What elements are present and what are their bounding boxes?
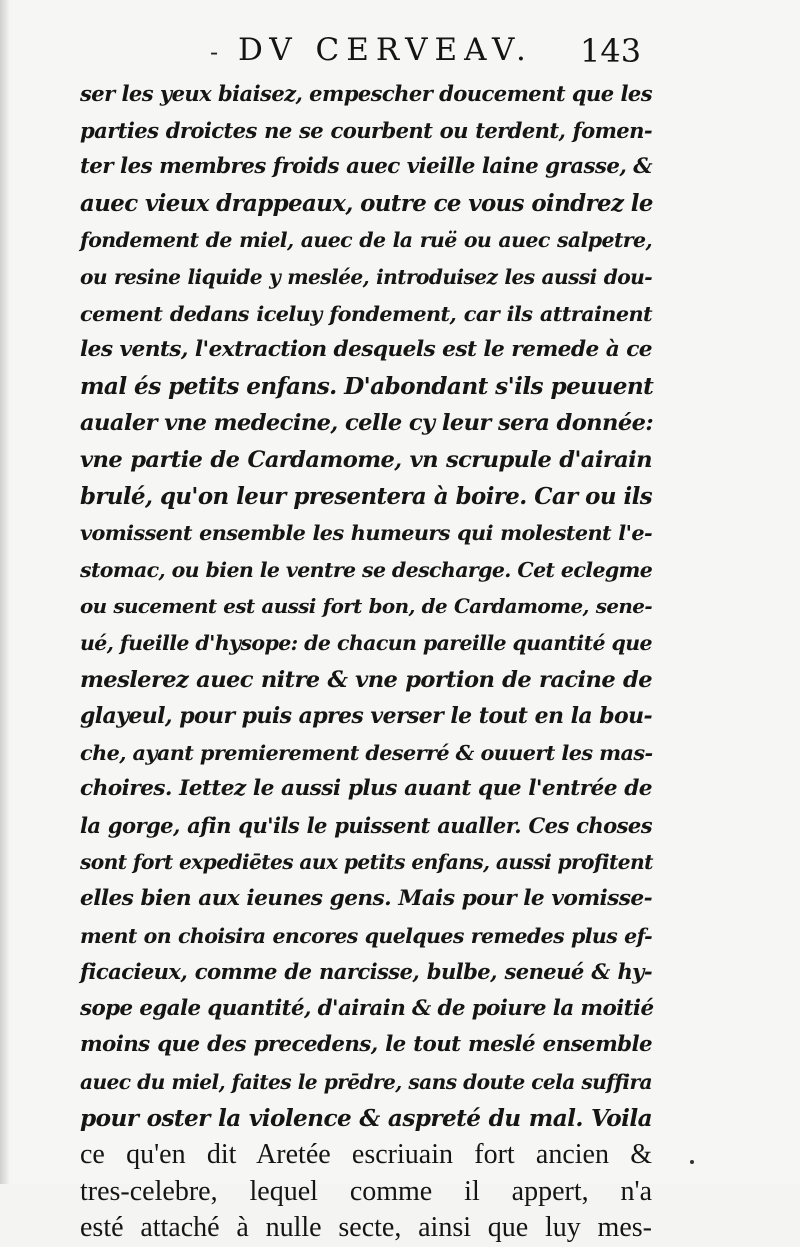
text-line: fondement de miel, auec de la ruë ou auec salpetre, (80, 228, 652, 253)
text-line: ficacieux, comme de narcisse, bulbe, seneué & hy- (80, 959, 652, 985)
running-head-dash: - (210, 38, 219, 66)
text-line: choires. Iettez le aussi plus auant que l'entrée de (80, 776, 652, 802)
text-line: auec vieux drappeaux, outre ce vous oindrez le (80, 189, 653, 217)
text-line: sont fort expediētes aux petits enfans, aussi profitent (80, 850, 653, 875)
text-line: stomac, ou bien le ventre se descharge. Cet eclegme (80, 557, 653, 582)
text-line: ué, fueille d'hysope: de chacun pareille quantité que (80, 630, 652, 655)
text-line: sope egale quantité, d'airain & de poiure la moitié (80, 995, 654, 1021)
text-line: ou sucement est aussi fort bon, de Cardamome, sene- (80, 594, 652, 619)
text-line: moins que des precedens, le tout meslé ensemble (80, 1032, 652, 1058)
text-line: meslerez auec nitre & vne portion de racine de (80, 666, 652, 693)
text-line: ser les yeux biaisez, empescher doucement que les (80, 81, 652, 106)
text-line: ment on choisira encores quelques remedes plus ef- (80, 923, 652, 948)
text-line: esté attaché à nulle secte, ainsi que luy mes- (80, 1212, 652, 1244)
body-text (80, 76, 652, 1247)
text-line: parties droictes ne se courbent ou terdent, fomen- (80, 117, 652, 143)
text-line: mal és petits enfans. D'abondant s'ils peuuent (80, 372, 654, 400)
text-line: ou resine liquide y meslée, introduisez les aussi dou- (80, 264, 652, 289)
text-line: la gorge, afin qu'ils le puissent aualler. Ces choses (80, 812, 652, 838)
text-line: cement dedans iceluy fondement, car ils attrainent (80, 300, 652, 326)
text-line: auec du miel, faites le prēdre, sans doute cela suffira (80, 1070, 652, 1095)
text-line: pour oster la violence & aspreté du mal. Voila (80, 1104, 652, 1132)
text-line: glayeul, pour puis apres verser le tout en la bou- (80, 703, 652, 730)
text-line: brulé, qu'on leur presentera à boire. Car ou ils (80, 482, 652, 510)
text-line: vne partie de Cardamome, vn scrupule d'airain (80, 446, 652, 473)
text-line: che, ayant premierement deserré & ouuert les mas- (80, 739, 653, 765)
text-line: tres-celebre, lequel comme il appert, n'a (80, 1175, 652, 1207)
text-line: aualer vne medecine, celle cy leur sera donnée: (80, 410, 654, 437)
running-head (0, 32, 800, 76)
text-line: ter les membres froids auec vieille laine grasse, & (80, 154, 652, 180)
page-number: 143 (580, 32, 642, 70)
ink-speck (690, 1160, 694, 1164)
text-line: elles bien aux ieunes gens. Mais pour le vomisse- (80, 886, 652, 912)
text-line: ce qu'en dit Aretée escriuain fort ancien & (80, 1139, 652, 1171)
text-line: vomissent ensemble les humeurs qui molestent l'e- (80, 520, 652, 546)
text-line: les vents, l'extraction desquels est le remede à ce (80, 337, 652, 363)
page-gutter-shadow (0, 0, 10, 1184)
running-head-title: DV CERVEAV. (238, 32, 533, 68)
